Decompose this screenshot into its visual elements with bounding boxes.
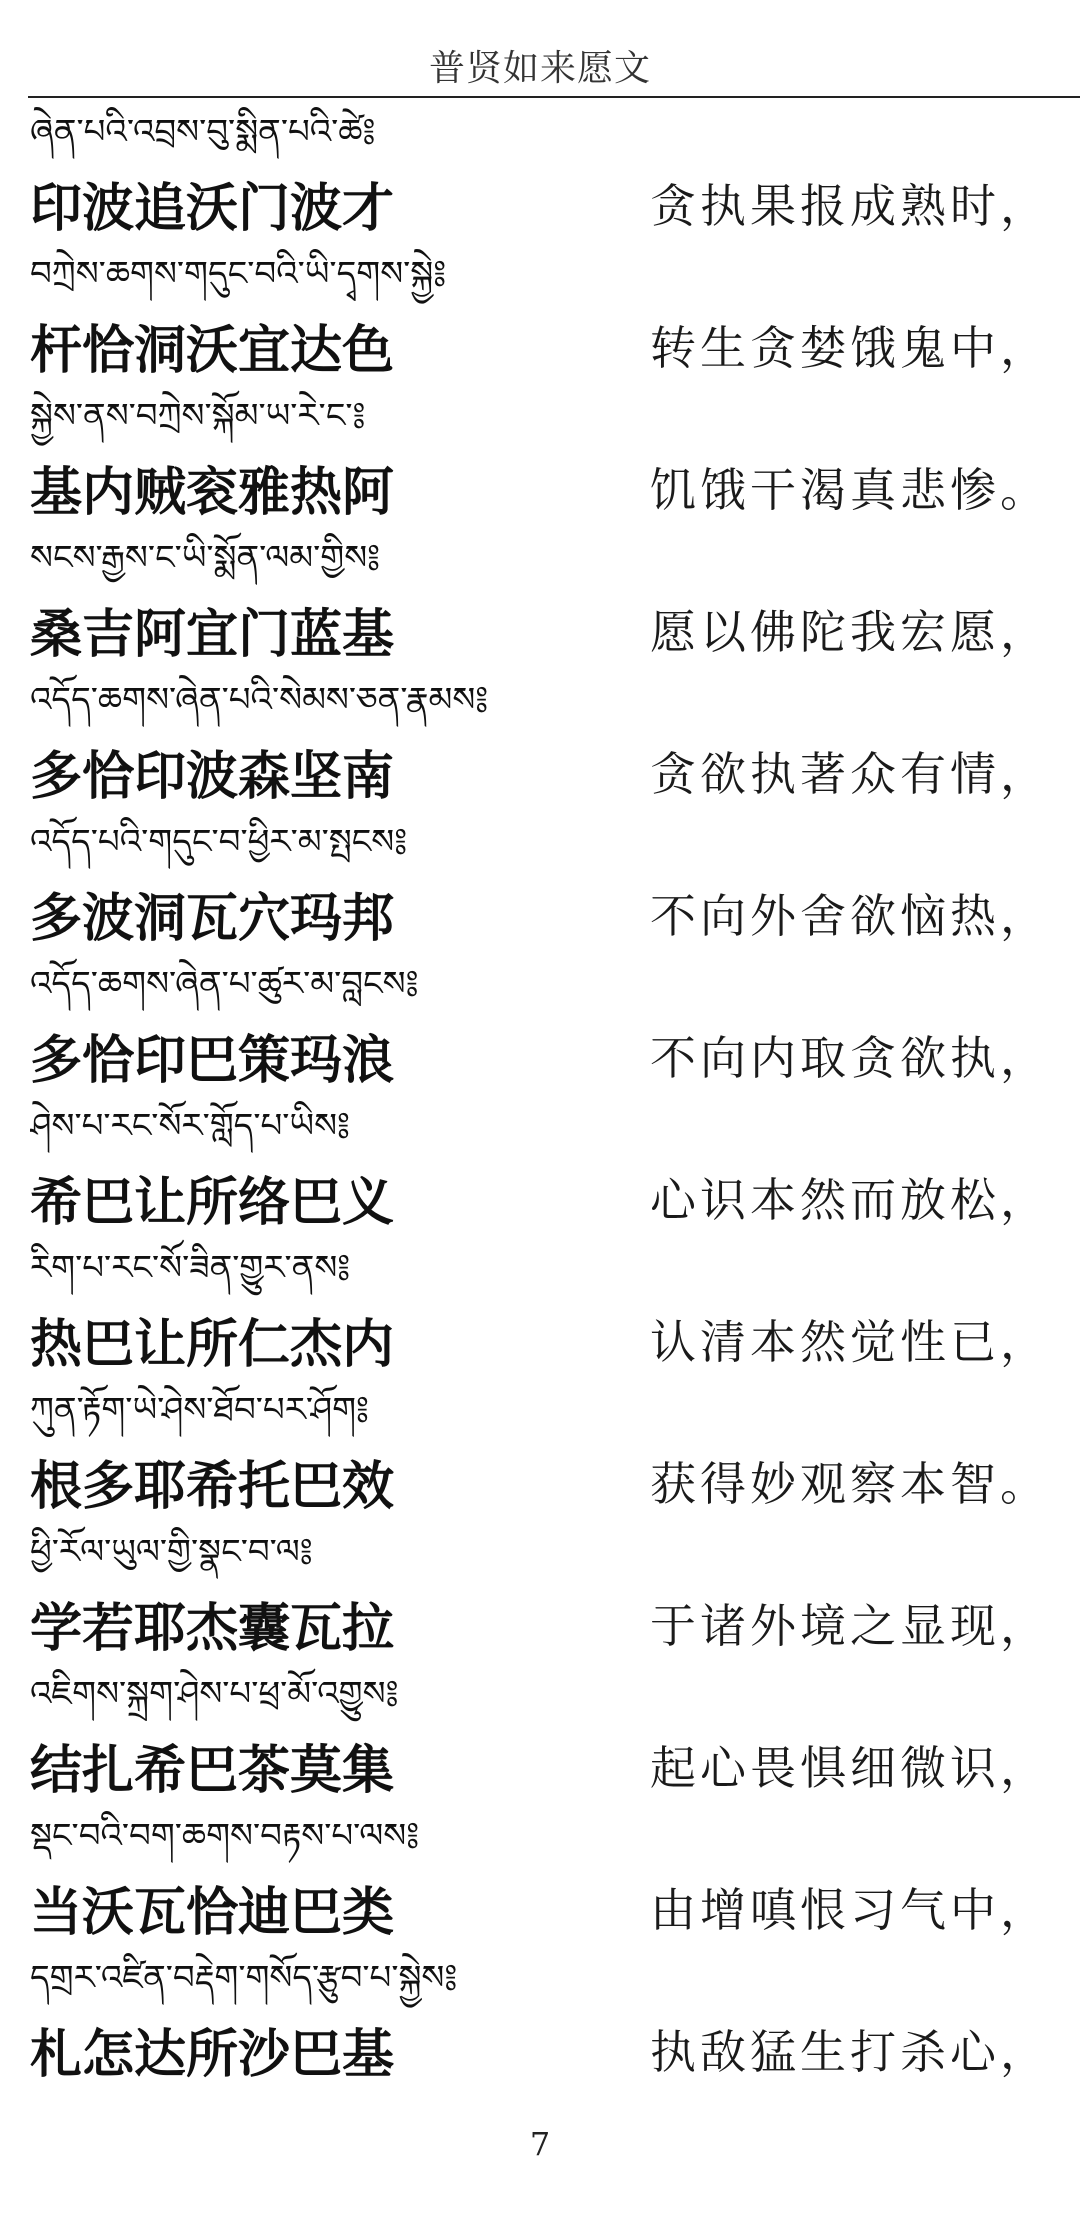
tibetan-line: ཕྱི་རོལ་ཡུལ་གྱི་སྣང་བ་ལ༔ — [30, 1532, 313, 1572]
chinese-translation: 认清本然觉性已， — [650, 1315, 1050, 1369]
verse-row — [30, 1724, 1050, 1806]
chinese-translation: 愿以佛陀我宏愿， — [650, 605, 1050, 659]
phonetic-transcription: 札怎达所沙巴基 — [30, 2023, 395, 2085]
verse-row — [30, 1582, 1050, 1664]
verse-list — [30, 102, 1050, 2090]
verse-block — [30, 812, 1050, 954]
verse-row — [30, 162, 1050, 244]
tibetan-line: ཀུན་རྟོག་ཡེ་ཤེས་ཐོབ་པར་ཤོག༔ — [30, 1390, 369, 1430]
verse-block — [30, 1948, 1050, 2090]
chinese-translation: 执敌猛生打杀心， — [650, 2025, 1050, 2079]
phonetic-transcription: 桑吉阿宜门蓝基 — [30, 603, 395, 665]
page-number: 7 — [529, 2125, 551, 2163]
verse-row — [30, 1298, 1050, 1380]
verse-block — [30, 1522, 1050, 1664]
verse-block — [30, 102, 1050, 244]
chinese-translation: 于诸外境之显现， — [650, 1599, 1050, 1653]
phonetic-transcription: 当沃瓦恰迪巴类 — [30, 1881, 395, 1943]
verse-block — [30, 954, 1050, 1096]
phonetic-transcription: 多恰印巴策玛浪 — [30, 1029, 395, 1091]
verse-row — [30, 872, 1050, 954]
tibetan-line: བཀྲེས་ཆགས་གདུང་བའི་ཡི་དྭགས་སྐྱེ༔ — [30, 254, 447, 294]
chinese-translation: 获得妙观察本智。 — [650, 1457, 1050, 1511]
tibetan-line: དགྲར་འཛིན་བརྡེག་གསོད་རྩུབ་པ་སྐྱེས༔ — [30, 1958, 458, 1998]
page-header-title: 普贤如来愿文 — [428, 48, 651, 89]
phonetic-transcription: 多恰印波森坚南 — [30, 745, 395, 807]
chinese-translation: 不向外舍欲恼热， — [650, 889, 1050, 943]
tibetan-line: སྐྱེས་ནས་བཀྲེས་སྐོམ་ཡ་རེ་ང་༔ — [30, 396, 366, 436]
verse-row — [30, 304, 1050, 386]
phonetic-transcription: 基内贼衮雅热阿 — [30, 461, 395, 523]
verse-row — [30, 588, 1050, 670]
verse-row — [30, 2008, 1050, 2090]
verse-block — [30, 386, 1050, 528]
chinese-translation: 由增嗔恨习气中， — [650, 1883, 1050, 1937]
tibetan-line: ཤེས་པ་རང་སོར་གློད་པ་ཡིས༔ — [30, 1106, 350, 1146]
verse-row — [30, 1014, 1050, 1096]
tibetan-line: རིག་པ་རང་སོ་ཟིན་གྱུར་ནས༔ — [30, 1248, 351, 1288]
verse-block — [30, 244, 1050, 386]
tibetan-line: འཇིགས་སྐྲག་ཤེས་པ་ཕྲ་མོ་འགྱུས༔ — [30, 1674, 399, 1714]
tibetan-line: འདོད་ཆགས་ཞེན་པ་ཚུར་མ་བླངས༔ — [30, 964, 419, 1004]
phonetic-transcription: 杆恰洞沃宜达色 — [30, 319, 395, 381]
tibetan-line: འདོད་པའི་གདུང་བ་ཕྱིར་མ་སྤངས༔ — [30, 822, 408, 862]
chinese-translation: 饥饿干渴真悲惨。 — [650, 463, 1050, 517]
phonetic-transcription: 多波洞瓦穴玛邦 — [30, 887, 395, 949]
verse-block — [30, 1238, 1050, 1380]
phonetic-transcription: 希巴让所络巴义 — [30, 1171, 395, 1233]
verse-block — [30, 528, 1050, 670]
verse-row — [30, 1156, 1050, 1238]
chinese-translation: 不向内取贪欲执， — [650, 1031, 1050, 1085]
header-divider — [28, 96, 1080, 98]
tibetan-line: འདོད་ཆགས་ཞེན་པའི་སེམས་ཅན་རྣམས༔ — [30, 680, 489, 720]
chinese-translation: 转生贪婪饿鬼中， — [650, 321, 1050, 375]
verse-row — [30, 446, 1050, 528]
phonetic-transcription: 热巴让所仁杰内 — [30, 1313, 395, 1375]
phonetic-transcription: 印波追沃门波才 — [30, 177, 395, 239]
chinese-translation: 贪执果报成熟时， — [650, 179, 1050, 233]
verse-block — [30, 1380, 1050, 1522]
phonetic-transcription: 结扎希巴茶莫集 — [30, 1739, 395, 1801]
verse-row — [30, 730, 1050, 812]
verse-block — [30, 670, 1050, 812]
tibetan-line: ཞེན་པའི་འབྲས་བུ་སྨིན་པའི་ཚེ༔ — [30, 112, 376, 152]
verse-block — [30, 1096, 1050, 1238]
verse-row — [30, 1866, 1050, 1948]
verse-block — [30, 1664, 1050, 1806]
phonetic-transcription: 根多耶希托巴效 — [30, 1455, 395, 1517]
phonetic-transcription: 学若耶杰囊瓦拉 — [30, 1597, 395, 1659]
chinese-translation: 心识本然而放松， — [650, 1173, 1050, 1227]
verse-block — [30, 1806, 1050, 1948]
verse-row — [30, 1440, 1050, 1522]
chinese-translation: 贪欲执著众有情， — [650, 747, 1050, 801]
tibetan-line: སྡང་བའི་བག་ཆགས་བརྟས་པ་ལས༔ — [30, 1816, 420, 1856]
tibetan-line: སངས་རྒྱས་ང་ཡི་སྨོན་ལམ་གྱིས༔ — [30, 538, 381, 578]
chinese-translation: 起心畏惧细微识， — [650, 1741, 1050, 1795]
